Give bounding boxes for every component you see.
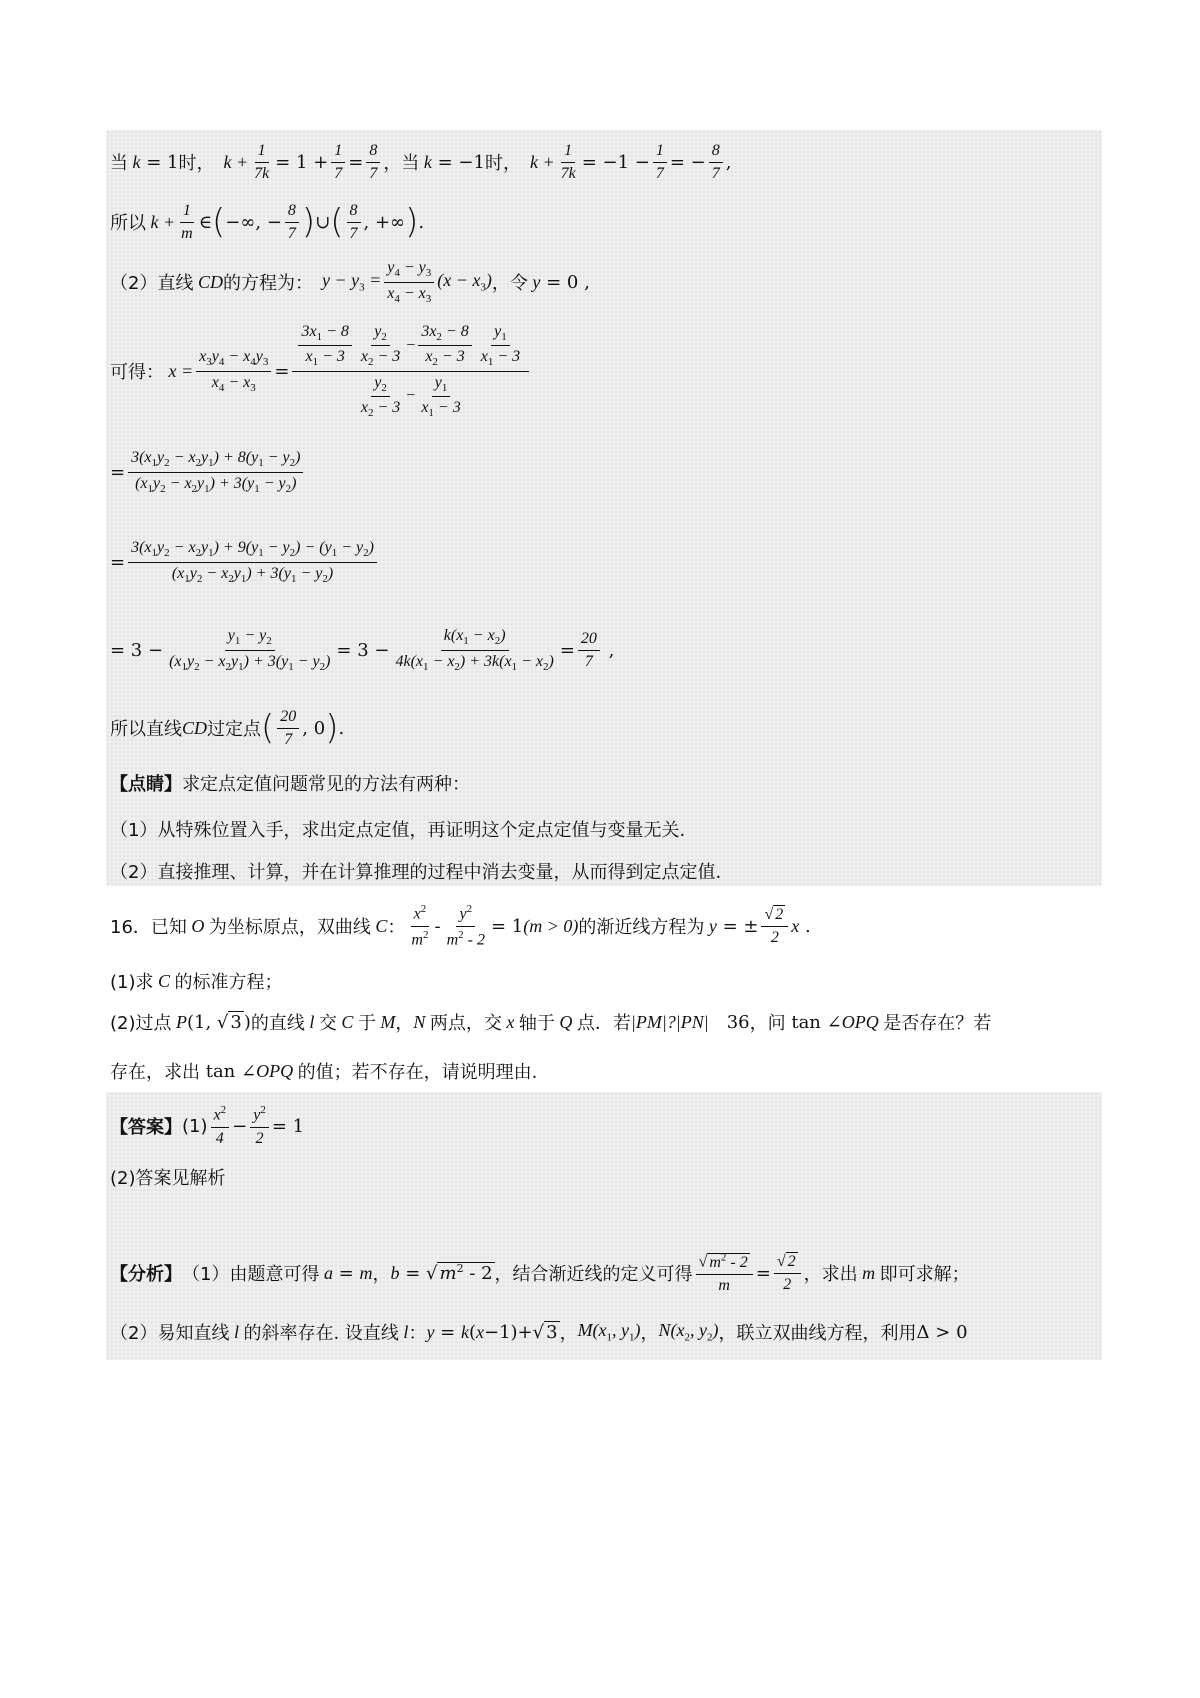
solution-line-3: （2）直线 CD 的方程为： $y - y_3$ = $\frac{y_4 - y_3}{x_4 - x_3}$ $(x - x_3)$ ，令 y = 0 , [110, 259, 590, 305]
solution-line-2: 所以 k + $\frac{1}{m}$ ∈ ( −∞, − $\frac{8}{7}$ ) ∪ ( $\frac{8}{7}$ , +∞ ) . [110, 201, 425, 242]
solution-line-7: = 3 − $\frac{y_1 - y_2}{(x_1y_2 - x_2y_1) + 3(y_1 - y_2)}$ = 3 − $\frac{k(x_1 - x_2)}{4k(x_1 - x_2) + 3k(x_1 - x_2)}$ = $\frac{20}{7}$ , [110, 627, 615, 673]
solution-line-6: = $\frac{3(x_1y_2 - x_2y_1) + 9(y_1 - y_2) - (y_1 - y_2)}{(x_1y_2 - x_2y_1) + 3(y_1 - y_2)}$ [110, 532, 380, 592]
answer-line-1: 【答案】 (1) $\frac{x^2}{4}$ − $\frac{y^2}{2}$ = 1 [110, 1104, 305, 1147]
solution-line-4: 可得： x = $\frac{x_3y_4 - x_4y_3}{x_4 - x_3}$ = $\frac{3x_1 - 8}{x_1 - 3}$ $\frac{y_2}{x_2 - 3}$ − $\frac{3x_2 - 8}{x_2 - 3}$ $\frac{y_1}{x_1 - 3}$ $\frac{y_2}{x_2 - 3}$ − $\frac{y_1}{x_1 - 3}$ [110, 318, 532, 424]
solution-line-5: = $\frac{3(x_1y_2 - x_2y_1) + 8(y_1 - y_2)}{(x_1y_2 - x_2y_1) + 3(y_1 - y_2)}$ [110, 442, 306, 502]
remark-heading: 【点睛】 求定点定值问题常见的方法有两种： [110, 774, 470, 795]
remark-item-2: （2）直接推理、计算，并在计算推理的过程中消去变量，从而得到定点定值. [110, 862, 722, 883]
question-16-part-2: (2)过点 P (1, √ 3 ) 的直线 l 交 C 于 M ， N 两点，交 x 轴于 Q 点．若 |PM|?|PN| 36 ，问 tan ∠OPQ 是否存在？若 [110, 1011, 992, 1034]
question-16-line-1: 16．已知 O 为坐标原点，双曲线 C ： $\frac{x^2}{m^2}$ - $\frac{y^2}{m^2 - 2}$ = 1 (m > 0) 的渐近线方程为 y = ± $\frac{√ 2}{2}$ x . [110, 903, 811, 948]
question-16-part-2-cont: 存在，求出 tan ∠OPQ 的值；若不存在，请说明理由. [110, 1060, 538, 1083]
question-16-part-1: (1)求 C 的标准方程； [110, 970, 283, 993]
analysis-line-1: 【分析】 （1）由题意可得 a = m ， b = √ $m^2 - 2$ ，结合渐近线的定义可得 $\frac{√ m^2 - 2}{m}$ = $\frac{√ 2}{2}$ ，求出 m 即可求解； [110, 1251, 970, 1294]
analysis-line-2: （2）易知直线 l 的斜率存在. 设直线 l ： y = k ( x −1)+√ 3 ， $M(x_1$, $y_1$) ， $N(x_2$, $y_2$) ，联立双曲线方程，利用 Δ > 0 [110, 1320, 968, 1344]
remark-item-1: （1）从特殊位置入手，求出定点定值，再证明这个定点定值与变量无关. [110, 820, 686, 841]
solution-line-1: 当 k = 1 时， k + $\frac{1}{7k}$ = 1 + $\frac{1}{7}$ = $\frac{8}{7}$ ， 当 k = −1 时， k + $\frac{1}{7k}$ = −1 − $\frac{1}{7}$ = − $\frac{8}{7}$ , [110, 141, 732, 182]
answer-line-2: (2)答案见解析 [110, 1168, 226, 1189]
solution-conclusion: 所以直线 CD 过定点 ( $\frac{20}{7}$ , 0 ) . [110, 707, 345, 748]
